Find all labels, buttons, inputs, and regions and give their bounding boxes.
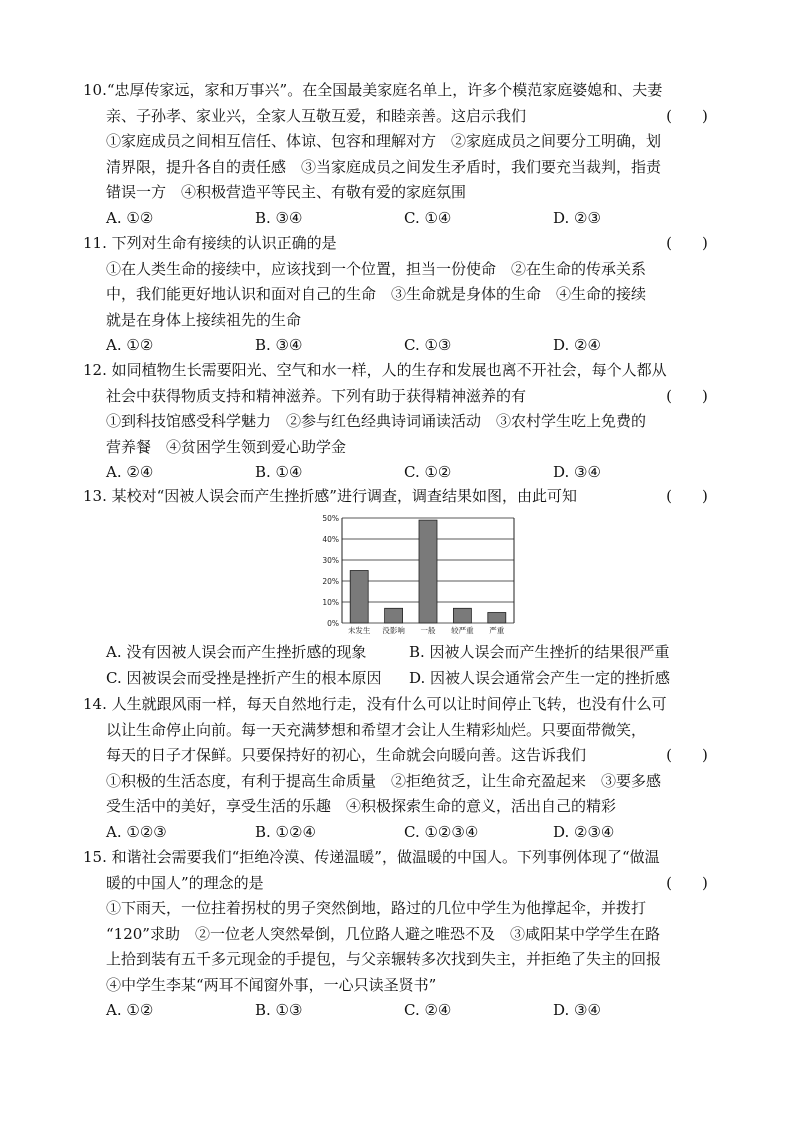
q10-line-5: 错误一方 ④积极营造平等民主、有敬有爱的家庭氛围 bbox=[106, 183, 467, 201]
chart-y-tick-label: 50% bbox=[322, 514, 339, 523]
q14-option-b[interactable]: B. ①②④ bbox=[255, 822, 316, 841]
q13-option-b[interactable]: B. 因被人误会而产生挫折的结果很严重 bbox=[409, 643, 670, 661]
q14-line-1: 14. 人生就跟风雨一样，每天自然地行走，没有什么可以让时间停止飞转，也没有什么可 bbox=[83, 695, 667, 713]
q12-line-3: ①到科技馆感受科学魅力 ②参与红色经典诗词诵读活动 ③农村学生吃上免费的 bbox=[106, 412, 647, 430]
q12-answer-paren: ( ) bbox=[666, 386, 708, 405]
q15-option-b[interactable]: B. ①③ bbox=[255, 1001, 303, 1019]
q10-option-c[interactable]: C. ①④ bbox=[404, 208, 452, 227]
q11-line-4: 就是在身体上接续祖先的生命 bbox=[106, 310, 302, 329]
q12-line-2: 社会中获得物质支持和精神滋养。下列有助于获得精神滋养的有 ( ) bbox=[83, 384, 713, 410]
q11-answer-paren: ( ) bbox=[666, 234, 708, 252]
q14-option-c[interactable]: C. ①②③④ bbox=[404, 822, 479, 841]
q12-option-a[interactable]: A. ②④ bbox=[106, 463, 154, 481]
chart-bar bbox=[488, 613, 506, 624]
q15-line-3: ①下雨天，一位拄着拐杖的男子突然倒地，路过的几位中学生为他撑起伞，并拨打 bbox=[106, 899, 647, 917]
question-11 bbox=[83, 231, 713, 359]
q14-answer-paren: ( ) bbox=[666, 746, 708, 764]
q15-line-4: “120”求助 ②一位老人突然晕倒，几位路人避之唯恐不及 ③咸阳某中学学生在路 bbox=[106, 924, 660, 943]
chart-bar bbox=[350, 571, 368, 624]
q11-option-b[interactable]: B. ③④ bbox=[255, 336, 303, 354]
q15-line-1: 15. 和谐社会需要我们“拒绝冷漠、传递温暖”，做温暖的中国人。下列事例体现了“做温 bbox=[83, 848, 660, 866]
q15-line-2: 暖的中国人”的理念的是 ( ) bbox=[83, 871, 713, 897]
q10-line-2: 亲、子孙孝、家业兴，全家人互敬互爱，和睦亲善。这启示我们 ( ) bbox=[83, 104, 713, 130]
chart-y-tick-label: 20% bbox=[322, 577, 339, 586]
q12-options bbox=[83, 460, 713, 486]
q14-options bbox=[83, 820, 713, 846]
q10-options bbox=[83, 206, 713, 232]
chart-x-tick-label: 一般 bbox=[420, 626, 436, 635]
question-12 bbox=[83, 358, 713, 486]
q10-option-a[interactable]: A. ①② bbox=[106, 208, 154, 227]
chart-y-tick-label: 10% bbox=[322, 598, 339, 607]
q14-line-4: ①积极的生活态度，有利于提高生命质量 ②拒绝贫乏，让生命充盈起来 ③要多感 bbox=[106, 771, 662, 790]
q14-option-d[interactable]: D. ②③④ bbox=[553, 822, 615, 841]
chart-x-tick-label: 严重 bbox=[489, 626, 505, 635]
q13-line-1: 13. 某校对“因被人误会而产生挫折感”进行调查，调查结果如图，由此可知 ( ) bbox=[83, 484, 713, 510]
q11-line-1: 11. 下列对生命有接续的认识正确的是 ( ) bbox=[83, 231, 713, 257]
chart-y-tick-label: 30% bbox=[322, 556, 339, 565]
q10-line-4: 清界限，提升各自的责任感 ③当家庭成员之间发生矛盾时，我们要充当裁判，指责 bbox=[106, 157, 662, 176]
q14-option-a[interactable]: A. ①②③ bbox=[106, 822, 167, 841]
q10-answer-paren: ( ) bbox=[666, 106, 708, 125]
q14-line-3: 每天的日子才保鲜。只要保持好的初心，生命就会向暖向善。这告诉我们 ( ) bbox=[83, 743, 713, 769]
q11-line-3: 中，我们能更好地认识和面对自己的生命 ③生命就是身体的生命 ④生命的接续 bbox=[106, 285, 647, 303]
q10-line-1: 10.“忠厚传家远，家和万事兴”。在全国最美家庭名单上，许多个模范家庭婆媳和、夫妻 bbox=[83, 81, 663, 99]
q12-line-1: 12. 如同植物生长需要阳光、空气和水一样，人的生存和发展也离不开社会，每个人都从 bbox=[83, 361, 667, 379]
chart-bar bbox=[419, 520, 437, 623]
q14-line-2: 以让生命停止向前。每一天充满梦想和希望才会让人生精彩灿烂。只要面带微笑， bbox=[106, 720, 647, 739]
question-13 bbox=[83, 484, 713, 510]
chart-y-tick-label: 40% bbox=[322, 535, 339, 544]
chart-y-tick-label: 0% bbox=[327, 619, 339, 628]
chart-x-tick-label: 没影响 bbox=[382, 626, 405, 635]
q15-option-a[interactable]: A. ①② bbox=[106, 1001, 154, 1019]
q15-answer-paren: ( ) bbox=[666, 873, 708, 892]
q11-option-d[interactable]: D. ②④ bbox=[553, 336, 601, 354]
chart-bar bbox=[453, 608, 471, 623]
q13-option-a[interactable]: A. 没有因被人误会而产生挫折感的现象 bbox=[106, 643, 367, 661]
q10-line-3: ①家庭成员之间相互信任、体谅、包容和理解对方 ②家庭成员之间要分工明确，划 bbox=[106, 132, 662, 150]
q13-option-c[interactable]: C. 因被误会而受挫是挫折产生的根本原因 bbox=[106, 668, 382, 687]
q12-option-b[interactable]: B. ①④ bbox=[255, 463, 303, 481]
question-10 bbox=[83, 78, 713, 231]
q15-option-c[interactable]: C. ②④ bbox=[404, 1001, 452, 1019]
q12-option-c[interactable]: C. ①② bbox=[404, 463, 452, 481]
q12-option-d[interactable]: D. ③④ bbox=[553, 463, 601, 481]
question-14 bbox=[83, 692, 713, 845]
q13-option-d[interactable]: D. 因被人误会通常会产生一定的挫折感 bbox=[409, 668, 671, 687]
chart-x-tick-label: 较严重 bbox=[451, 626, 474, 635]
q11-options bbox=[83, 333, 713, 359]
chart-x-tick-label: 未发生 bbox=[347, 626, 371, 635]
q12-line-4: 营养餐 ④贫困学生领到爱心助学金 bbox=[106, 437, 347, 456]
q13-answer-paren: ( ) bbox=[666, 487, 708, 505]
question-15 bbox=[83, 845, 713, 1024]
q15-line-5: 上拾到装有五千多元现金的手提包，与父亲辗转多次找到失主，并拒绝了失主的回报 bbox=[106, 950, 662, 968]
q11-option-c[interactable]: C. ①③ bbox=[404, 336, 452, 354]
q13-options bbox=[106, 640, 712, 691]
q10-option-b[interactable]: B. ③④ bbox=[255, 208, 303, 227]
q15-options bbox=[83, 998, 713, 1024]
q11-option-a[interactable]: A. ①② bbox=[106, 336, 154, 354]
survey-bar-chart bbox=[318, 510, 528, 636]
q15-line-6: ④中学生李某“两耳不闻窗外事，一心只读圣贤书” bbox=[106, 975, 437, 994]
q15-option-d[interactable]: D. ③④ bbox=[553, 1001, 601, 1019]
q14-line-5: 受生活中的美好，享受生活的乐趣 ④积极探索生命的意义，活出自己的精彩 bbox=[106, 797, 617, 815]
q11-line-2: ①在人类生命的接续中，应该找到一个位置，担当一份使命 ②在生命的传承关系 bbox=[106, 259, 647, 278]
q10-option-d[interactable]: D. ②③ bbox=[553, 208, 601, 227]
chart-bar bbox=[385, 608, 403, 623]
